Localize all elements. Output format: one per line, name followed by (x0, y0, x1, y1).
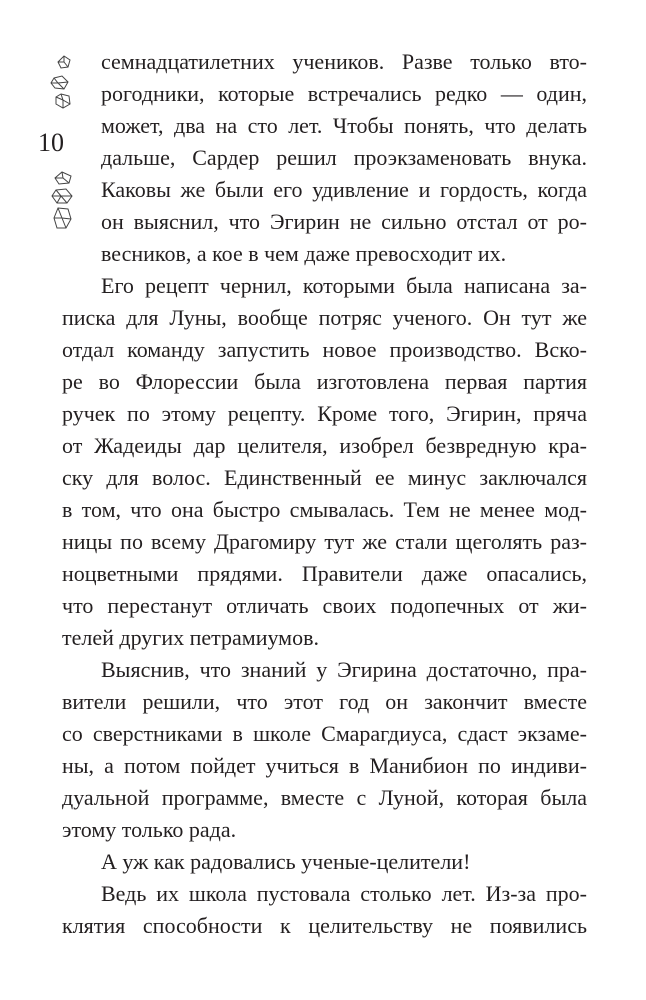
text-line: ны, а потом пойдет учиться в Манибион по индиви- (62, 753, 587, 778)
text-line: ноцветными прядями. Правители даже опасались, (62, 561, 587, 586)
crystal-ornament-icon (40, 50, 84, 112)
text-line: дальше, Сардер решил проэкзаменовать внука. (101, 145, 587, 170)
text-line: клятия способности к целительству не появились (62, 913, 587, 938)
text-line: Выяснив, что знаний у Эгирина достаточно, пра- (101, 657, 587, 682)
text-line: этому только рада. (62, 817, 237, 842)
text-line: ницы по всему Драгомиру тут же стали щеголять раз- (62, 529, 587, 554)
text-line: дуальной программе, вместе с Луной, которая была (62, 785, 587, 810)
text-line: вители решили, что этот год он закончит вместе (62, 689, 587, 714)
text-line: рогодники, которые встречались редко — один, (101, 81, 587, 106)
text-line: весников, а кое в чем даже превосходит их. (101, 241, 507, 266)
text-line: что перестанут отличать своих подопечных от жи- (62, 593, 587, 618)
text-line: отдал команду запустить новое производство. Вско- (62, 337, 587, 362)
text-line: семнадцатилетних учеников. Разве только вто- (101, 49, 587, 74)
text-line: со сверстниками в школе Смарагдиуса, сдаст экзаме- (62, 721, 587, 746)
text-line: А уж как радовались ученые-целители! (101, 849, 471, 874)
text-line: может, два на сто лет. Чтобы понять, что делать (101, 113, 587, 138)
text-line: от Жадеиды дар целителя, изобрел безвредную кра- (62, 433, 587, 458)
text-line: ре во Флорессии была изготовлена первая партия (62, 369, 587, 394)
text-line: в том, что она быстро смывалась. Тем не менее мод- (62, 497, 587, 522)
text-line: телей других петрамиумов. (62, 625, 319, 650)
text-line: Каковы же были его удивление и гордость, когда (101, 177, 587, 202)
page-number: 10 (38, 128, 64, 157)
text-line: он выяснил, что Эгирин не сильно отстал от ро- (101, 209, 587, 234)
crystal-ornament-icon (40, 168, 84, 238)
text-line: Ведь их школа пустовала столько лет. Из-за про- (101, 881, 587, 906)
text-line: Его рецепт чернил, которыми была написана за- (101, 273, 587, 298)
text-line: ску для волос. Единственный ее минус заключался (62, 465, 587, 490)
text-line: писка для Луны, вообще потряс ученого. Он тут же (62, 305, 587, 330)
text-line: ручек по этому рецепту. Кроме того, Эгирин, пряча (62, 401, 587, 426)
